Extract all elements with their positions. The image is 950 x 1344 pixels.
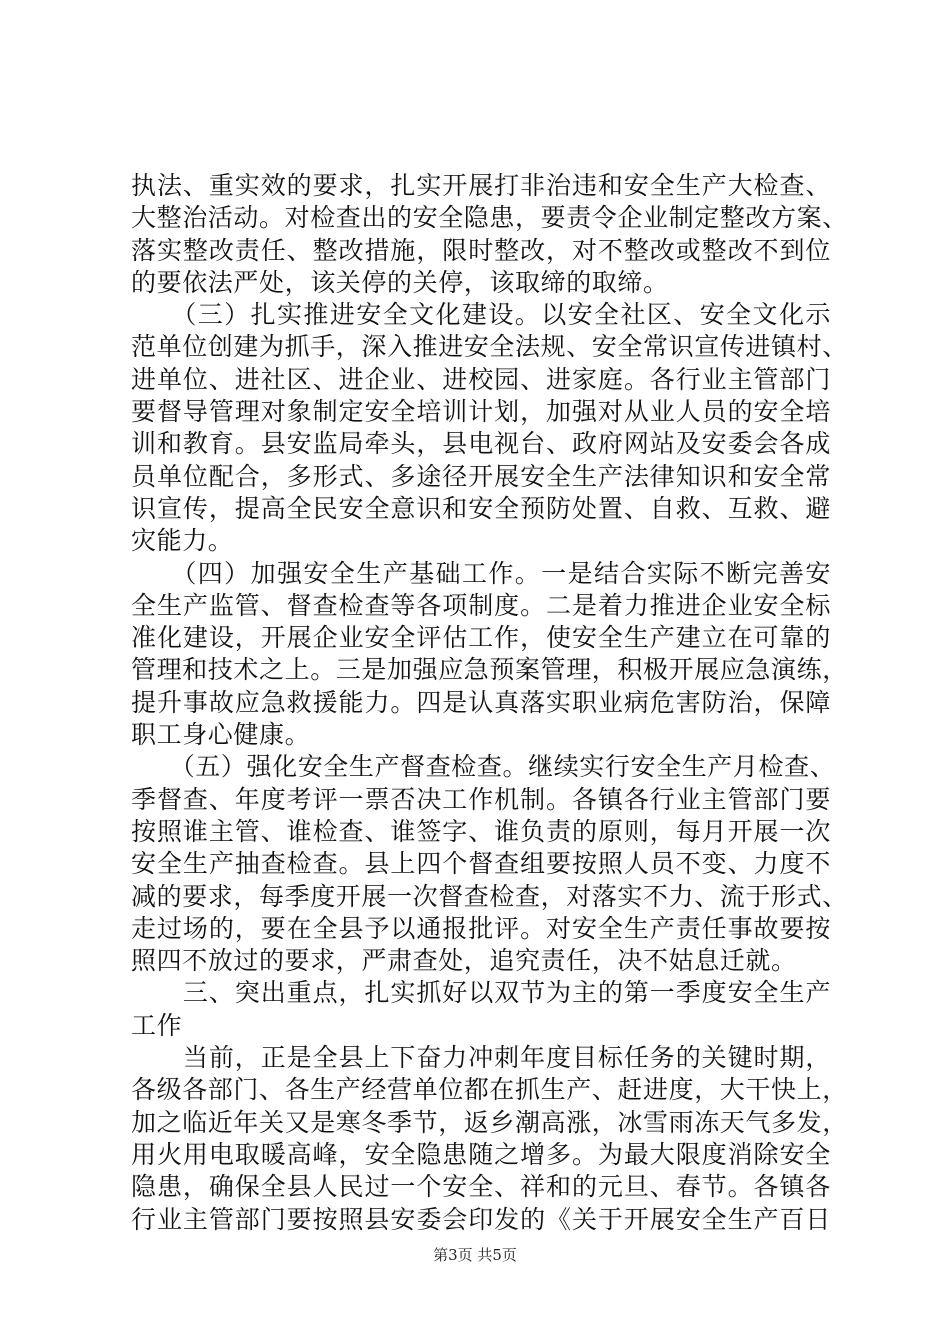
page-footer: 第3页 共5页 <box>433 1246 517 1264</box>
text-line: 隐患，确保全县人民过一个安全、祥和的元旦、春节。各镇各 <box>131 1172 831 1202</box>
text-line: 加之临近年关又是寒冬季节，返乡潮高涨，冰雪雨冻天气多发， <box>131 1107 848 1137</box>
text-line: 的要依法严处，该关停的关停，该取缔的取缔。 <box>131 267 669 297</box>
text-line: 安全生产抽查检查。县上四个督查组要按照人员不变、力度不 <box>131 849 831 879</box>
text-line: （四）加强安全生产基础工作。一是结合实际不断完善安 <box>131 558 831 588</box>
text-line: 识宣传，提高全民安全意识和安全预防处置、自救、互救、避 <box>131 493 831 523</box>
text-line: 训和教育。县安监局牵头，县电视台、政府网站及安委会各成 <box>131 429 831 459</box>
text-line: 要督导管理对象制定安全培训计划，加强对从业人员的安全培 <box>131 397 831 427</box>
text-line: 全生产监管、督查检查等各项制度。二是着力推进企业安全标 <box>131 590 831 620</box>
text-line: （五）强化安全生产督查检查。继续实行安全生产月检查、 <box>131 752 836 782</box>
section-heading: 三、突出重点，扎实抓好以双节为主的第一季度安全生产 <box>131 978 831 1008</box>
text-line: 落实整改责任、整改措施，限时整改，对不整改或整改不到位 <box>131 235 831 265</box>
section-heading: 工作 <box>131 1010 183 1040</box>
text-line: 管理和技术之上。三是加强应急预案管理，积极开展应急演练， <box>131 655 848 685</box>
document-body <box>131 170 848 1236</box>
text-line: 大整治活动。对检查出的安全隐患，要责令企业制定整改方案、 <box>131 203 848 233</box>
text-line: 员单位配合，多形式、多途径开展安全生产法律知识和安全常 <box>131 461 831 491</box>
text-line: 按照谁主管、谁检查、谁签字、谁负责的原则，每月开展一次 <box>131 816 831 846</box>
text-line: 进单位、进社区、进企业、进校园、进家庭。各行业主管部门 <box>131 364 831 394</box>
text-line: 用火用电取暖高峰，安全隐患随之增多。为最大限度消除安全 <box>131 1139 831 1169</box>
text-line: 行业主管部门要按照县安委会印发的《关于开展安全生产百日 <box>131 1204 831 1234</box>
text-line: 准化建设，开展企业安全评估工作，使安全生产建立在可靠的 <box>131 623 831 653</box>
text-line: 季督查、年度考评一票否决工作机制。各镇各行业主管部门要 <box>131 784 831 814</box>
text-line: 走过场的，要在全县予以通报批评。对安全生产责任事故要按 <box>131 913 831 943</box>
text-line: 范单位创建为抓手，深入推进安全法规、安全常识宣传进镇村、 <box>131 332 848 362</box>
text-line: 照四不放过的要求，严肃查处，追究责任，决不姑息迁就。 <box>131 946 797 976</box>
text-line: 灾能力。 <box>131 526 234 556</box>
text-line: （三）扎实推进安全文化建设。以安全社区、安全文化示 <box>131 300 831 330</box>
text-line: 各级各部门、各生产经营单位都在抓生产、赶进度，大干快上， <box>131 1075 848 1105</box>
text-line: 当前，正是全县上下奋力冲刺年度目标任务的关键时期， <box>131 1043 831 1073</box>
text-line: 提升事故应急救援能力。四是认真落实职业病危害防治，保障 <box>131 687 831 717</box>
text-line: 职工身心健康。 <box>131 720 311 750</box>
text-line: 执法、重实效的要求，扎实开展打非治违和安全生产大检查、 <box>131 171 831 200</box>
text-line: 减的要求，每季度开展一次督查检查，对落实不力、流于形式、 <box>131 881 848 911</box>
